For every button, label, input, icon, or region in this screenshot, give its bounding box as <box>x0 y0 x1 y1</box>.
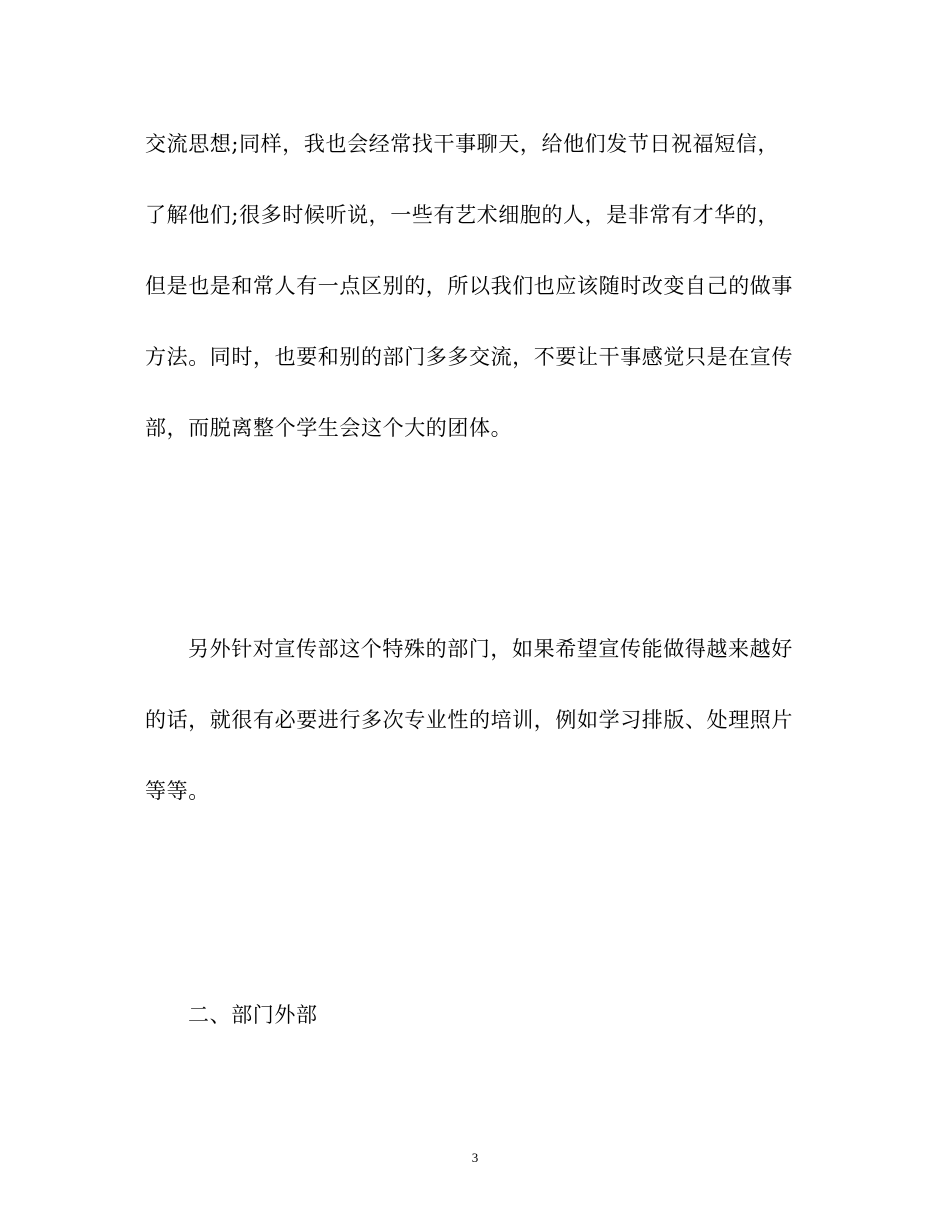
paragraph-line: 等等。 <box>145 779 210 803</box>
paragraph-line: 另外针对宣传部这个特殊的部门，如果希望宣传能做得越来越好 <box>188 637 793 661</box>
paragraph-line: 了解他们;很多时候听说，一些有艺术细胞的人，是非常有才华的， <box>145 203 780 227</box>
paragraph-line: 交流思想;同样，我也会经常找干事聊天，给他们发节日祝福短信， <box>145 132 780 156</box>
paragraph-line: 部，而脱离整个学生会这个大的团体。 <box>145 416 513 440</box>
paragraph-line: 方法。同时，也要和别的部门多多交流，不要让干事感觉只是在宣传 <box>145 345 793 369</box>
section-heading: 二、部门外部 <box>188 1003 318 1027</box>
paragraph-line: 但是也是和常人有一点区别的，所以我们也应该随时改变自己的做事 <box>145 274 793 298</box>
page-number: 3 <box>471 1150 479 1165</box>
paragraph-line: 的话，就很有必要进行多次专业性的培训，例如学习排版、处理照片 <box>145 708 793 732</box>
